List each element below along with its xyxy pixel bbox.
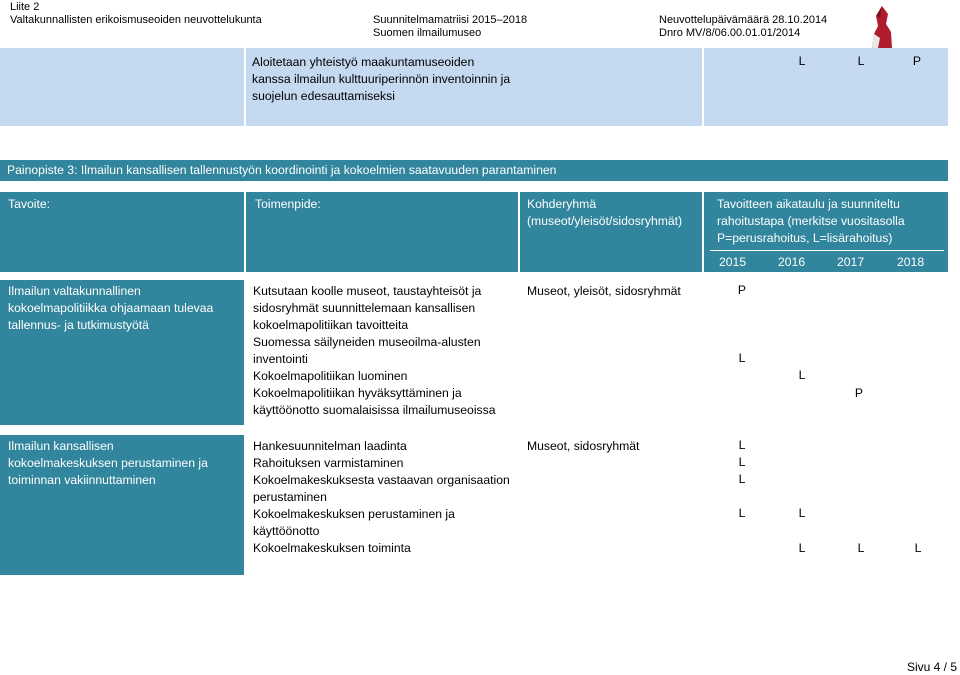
schedule-mark: P [912, 54, 922, 68]
action-line: Suomessa säilyneiden museoilma-alusten [253, 335, 481, 349]
row1-action-cell [246, 280, 518, 425]
prev-action-line: kanssa ilmailun kulttuuriperinnön inventoinnin ja [252, 72, 511, 86]
section-title: Painopiste 3: Ilmailun kansallisen tallennustyön koordinointi ja kokoelmien saatavuuden parantaminen [0, 160, 948, 181]
action-line: käyttöönotto [253, 524, 320, 538]
schedule-mark: L [798, 368, 806, 382]
column-header-goal-label: Tavoite: [8, 197, 51, 211]
prev-action-line: suojelun edesauttamiseksi [252, 89, 395, 103]
action-line: Kokoelmakeskuksesta vastaavan organisaation [253, 473, 510, 487]
column-header-schedule-line: Tavoitteen aikataulu ja suunniteltu [717, 197, 900, 211]
column-header-target-line: Kohderyhmä [527, 197, 597, 211]
goal-line: tallennus- ja tutkimustyötä [8, 318, 149, 332]
column-header-target-line: (museot/yleisöt/sidosryhmät) [527, 214, 683, 228]
schedule-mark: L [738, 506, 746, 520]
year-2017: 2017 [837, 255, 865, 269]
goal-line: kokoelmakeskuksen perustaminen ja [8, 456, 208, 470]
action-line: Kokoelmakeskuksen perustaminen ja [253, 507, 455, 521]
schedule-mark: L [738, 351, 746, 365]
row1-target-cell [520, 280, 702, 425]
museum-logo [858, 4, 902, 48]
action-line: inventointi [253, 352, 308, 366]
target-group: Museot, yleisöt, sidosryhmät [527, 284, 681, 298]
goal-line: Ilmailun valtakunnallinen [8, 284, 141, 298]
schedule-mark: L [798, 541, 806, 555]
action-line: Kokoelmapolitiikan hyväksyttäminen ja [253, 386, 462, 400]
prev-goal-cell [0, 48, 244, 126]
column-header-schedule-line: P=perusrahoitus, L=lisärahoitus) [717, 231, 893, 245]
row2-schedule-cell [704, 435, 948, 575]
column-header-action [246, 192, 518, 272]
row1-goal-cell [0, 280, 244, 425]
action-line: Hankesuunnitelman laadinta [253, 439, 407, 453]
year-2016: 2016 [778, 255, 806, 269]
page-header [0, 0, 960, 40]
action-line: perustaminen [253, 490, 327, 504]
schedule-mark: L [738, 438, 746, 452]
schedule-mark: L [798, 506, 806, 520]
column-header-schedule-line: rahoitustapa (merkitse vuositasolla [717, 214, 905, 228]
row1-schedule-cell [704, 280, 948, 425]
schedule-mark: L [857, 54, 865, 68]
schedule-mark: L [738, 472, 746, 486]
column-header-goal [0, 192, 244, 272]
museum-name: Suomen ilmailumuseo [373, 27, 482, 39]
meeting-date: Neuvottelupäivämäärä 28.10.2014 [659, 14, 828, 26]
schedule-mark: L [738, 455, 746, 469]
organization-name: Valtakunnallisten erikoismuseoiden neuvottelukunta [10, 14, 262, 26]
schedule-mark: L [798, 54, 806, 68]
schedule-mark: P [854, 386, 864, 400]
document-number: Dnro MV/8/06.00.01.01/2014 [659, 27, 801, 39]
goal-line: Ilmailun kansallisen [8, 439, 114, 453]
row2-action-cell [246, 435, 518, 575]
row2-goal-cell [0, 435, 244, 575]
action-line: Rahoituksen varmistaminen [253, 456, 404, 470]
target-group: Museot, sidosryhmät [527, 439, 640, 453]
year-2015: 2015 [719, 255, 747, 269]
action-line: sidosryhmät suunnittelemaan kansallisen [253, 301, 476, 315]
year-2018: 2018 [897, 255, 925, 269]
action-line: Kokoelmapolitiikan luominen [253, 369, 408, 383]
attachment-label: Liite 2 [10, 1, 40, 13]
page-number: Sivu 4 / 5 [907, 660, 958, 674]
header-divider [710, 250, 944, 251]
action-line: Kutsutaan koolle museot, taustayhteisöt ja [253, 284, 482, 298]
goal-line: toiminnan vakiinnuttaminen [8, 473, 156, 487]
schedule-mark: L [914, 541, 922, 555]
row2-target-cell [520, 435, 702, 575]
prev-action-cell [246, 48, 702, 126]
action-line: Kokoelmakeskuksen toiminta [253, 541, 411, 555]
schedule-mark: P [737, 283, 747, 297]
column-header-schedule [704, 192, 948, 272]
schedule-mark: L [857, 541, 865, 555]
column-header-action-label: Toimenpide: [255, 197, 321, 211]
column-header-target [520, 192, 702, 272]
prev-action-line: Aloitetaan yhteistyö maakuntamuseoiden [252, 55, 475, 69]
action-line: käyttöönotto suomalaisissa ilmailumuseoissa [253, 403, 496, 417]
action-line: kokoelmapolitiikan tavoitteita [253, 318, 409, 332]
goal-line: kokoelmapolitiikka ohjaamaan tulevaa [8, 301, 214, 315]
prev-schedule-cell [704, 48, 948, 126]
document-title: Suunnitelmamatriisi 2015–2018 [373, 14, 528, 26]
